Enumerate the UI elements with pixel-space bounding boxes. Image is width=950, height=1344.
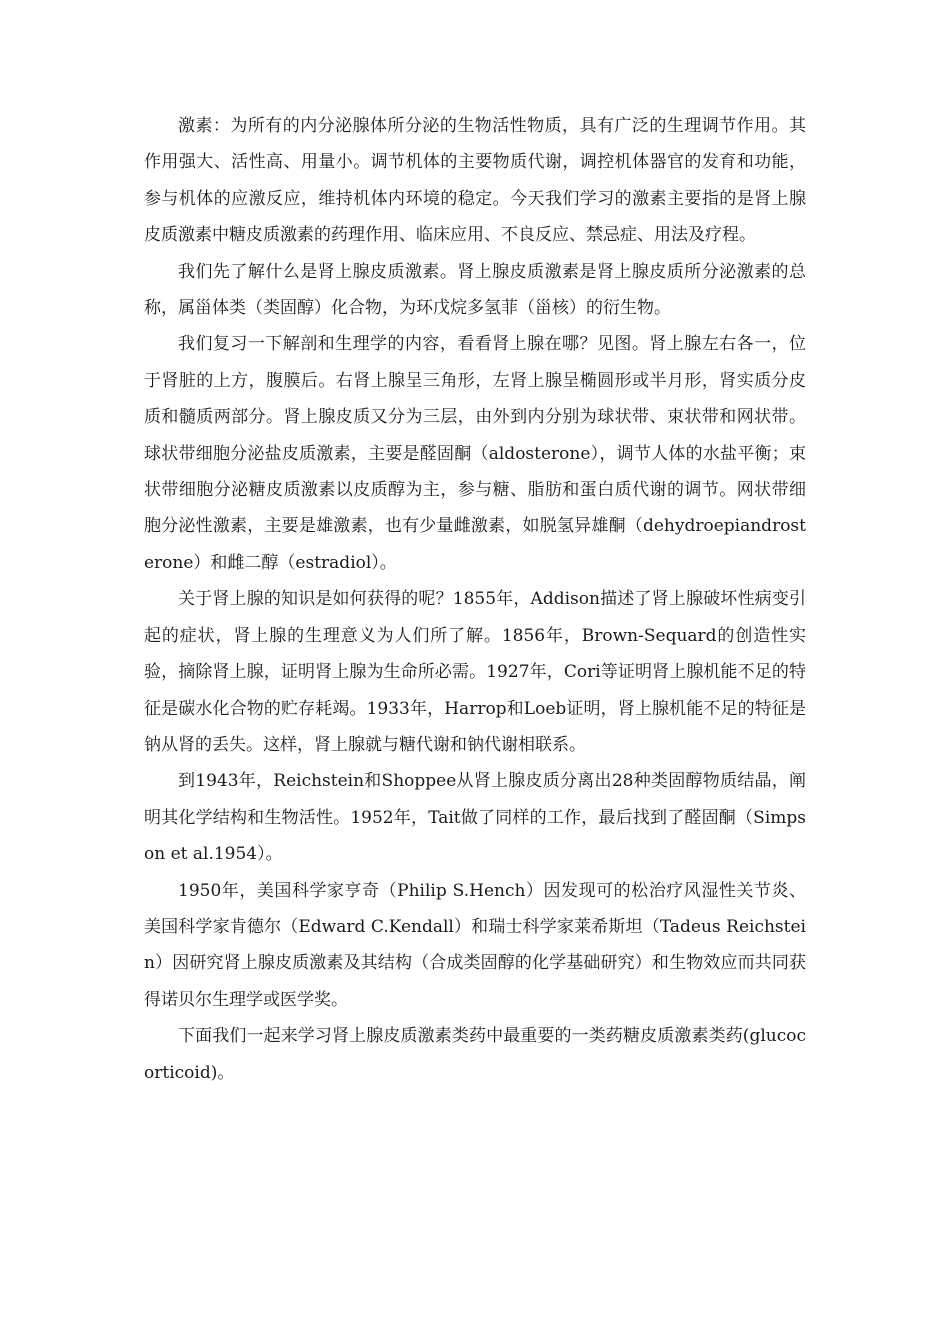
paragraph-history-discovery: 关于肾上腺的知识是如何获得的呢？1855年，Addison描述了肾上腺破坏性病变引起的症状，肾上腺的生理意义为人们所了解。1856年，Brown-Sequard的创造性实验，摘除肾上腺，证明肾上腺为生命所必需。1927年，Cori等证明肾上腺机能不足的特征是碳水化合物的贮存耗竭。1933年，Harrop和Loeb证明，肾上腺机能不足的特征是钠从肾的丢失。这样，肾上腺就与糖代谢和钠代谢相联系。 (144, 589, 806, 755)
paragraph-nobel-prize: 1950年，美国科学家亨奇（Philip S.Hench）因发现可的松治疗风湿性关节炎、美国科学家肯德尔（Edward C.Kendall）和瑞士科学家莱希斯坦（Tadeus Reichstein）因研究肾上腺皮质激素及其结构（合成类固醇的化学基础研究）和生物效应而共同获得诺贝尔生理学或医学奖。 (144, 880, 806, 1010)
document-body (144, 108, 806, 1091)
paragraph-adrenal-anatomy: 我们复习一下解剖和生理学的内容，看看肾上腺在哪？见图。肾上腺左右各一，位于肾脏的上方，腹膜后。右肾上腺呈三角形，左肾上腺呈椭圆形或半月形，肾实质分皮质和髓质两部分。肾上腺皮质又分为三层，由外到内分别为球状带、束状带和网状带。球状带细胞分泌盐皮质激素，主要是醛固酮（aldosterone），调节人体的水盐平衡；束状带细胞分泌糖皮质激素以皮质醇为主，参与糖、脂肪和蛋白质代谢的调节。网状带细胞分泌性激素，主要是雄激素，也有少量雌激素，如脱氢异雄酮（dehydroepiandrosterone）和雌二醇（estradiol）。 (144, 334, 806, 573)
paragraph-adrenocortical-hormone: 我们先了解什么是肾上腺皮质激素。肾上腺皮质激素是肾上腺皮质所分泌激素的总称，属甾体类（类固醇）化合物，为环戊烷多氢菲（甾核）的衍生物。 (144, 261, 806, 319)
paragraph-glucocorticoid-intro: 下面我们一起来学习肾上腺皮质激素类药中最重要的一类药糖皮质激素类药(glucocorticoid)。 (144, 1026, 806, 1083)
paragraph-hormone-definition: 激素：为所有的内分泌腺体所分泌的生物活性物质，具有广泛的生理调节作用。其作用强大、活性高、用量小。调节机体的主要物质代谢，调控机体器官的发育和功能，参与机体的应激反应，维持机体内环境的稳定。今天我们学习的激素主要指的是肾上腺皮质激素中糖皮质激素的药理作用、临床应用、不良反应、禁忌症、用法及疗程。 (144, 116, 806, 246)
paragraph-steroid-isolation: 到1943年，Reichstein和Shoppee从肾上腺皮质分离出28种类固醇物质结晶，阐明其化学结构和生物活性。1952年，Tait做了同样的工作，最后找到了醛固酮（Simpson et al.1954）。 (144, 771, 806, 865)
